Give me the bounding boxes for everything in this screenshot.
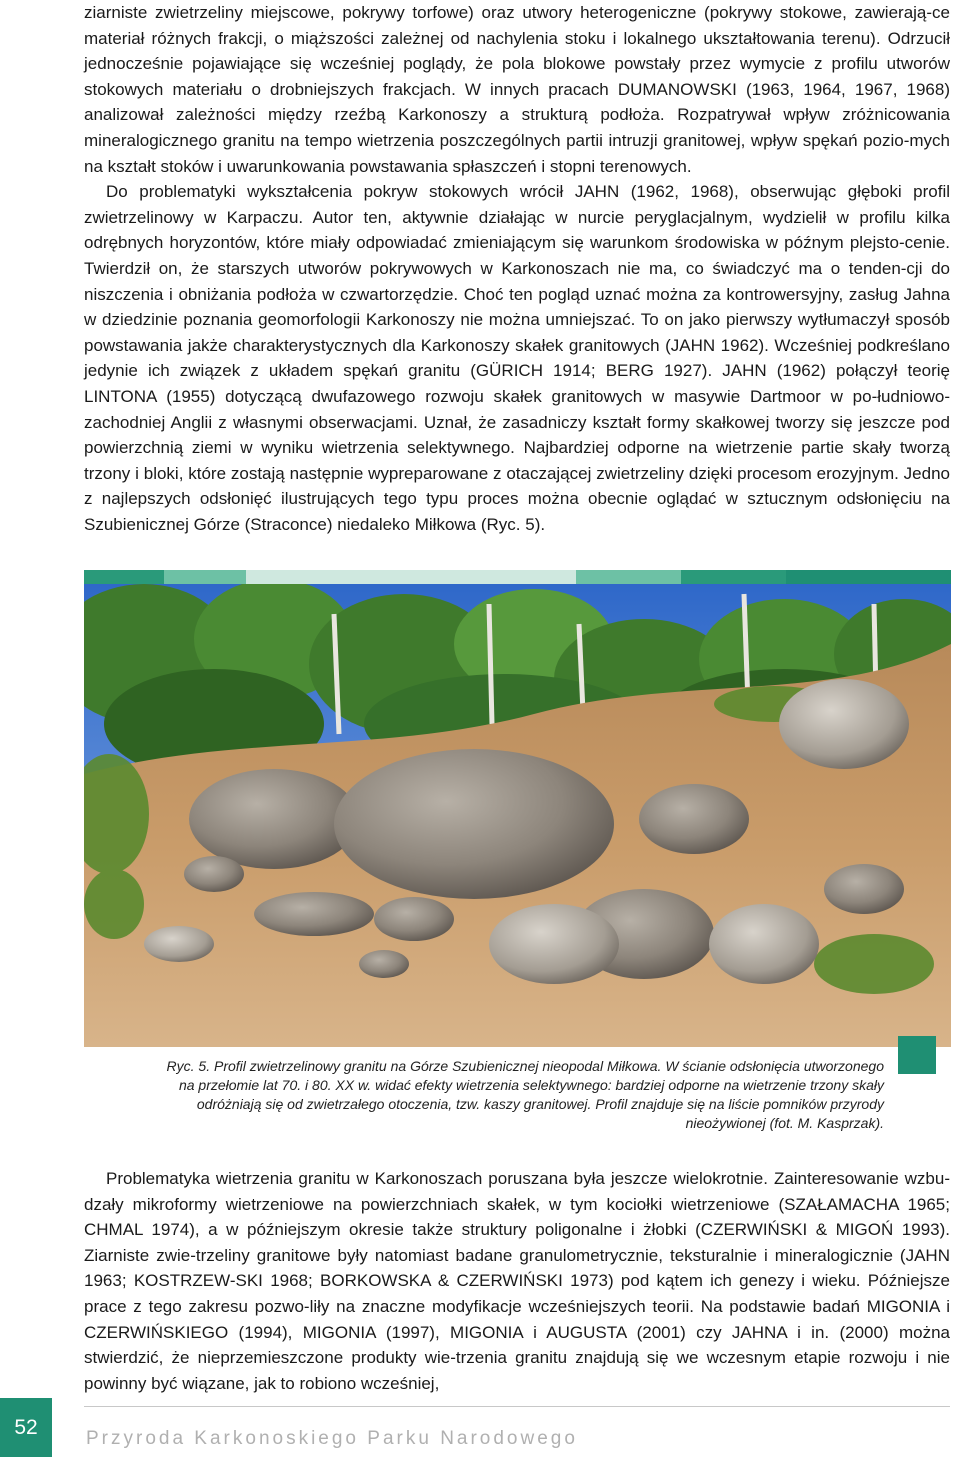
article-text-top xyxy=(84,0,950,537)
page-number: 52 xyxy=(0,1398,52,1457)
figure-photo xyxy=(84,570,951,1047)
strip-segment xyxy=(164,570,246,584)
strip-segment xyxy=(681,570,786,584)
paragraph: Problematyka wietrzenia granitu w Karkonoszach poruszana była jeszcze wielokrotnie. Zainteresowanie wzbu-dzały mikroformy wietrzeniowe na powierzchniach skałek, w tym kociołki wietrzeniowe (SZAŁAMACHA 1965; CHMAL 1974), a w późniejszym okresie także struktury poligonalne i żłobki (CZERWIŃSKI & MIGOŃ 1993). Ziarniste zwie-trzeliny granitowe były natomiast badane granulometrycznie, teksturalnie i mineralogicznie (JAHN 1963; KOSTRZEW-SKI 1968; BORKOWSKA & CZERWIŃSKI 1973) pod kątem ich genezy i wieku. Późniejsze prace z tego zakresu pozwo-liły na znaczne modyfikacje wcześniejszych teorii. Na podstawie badań MIGONIA i CZERWIŃSKIEGO (1994), MIGONIA (1997), MIGONIA i AUGUSTA (2001) czy JAHNA i in. (2000) można stwierdzić, że nieprzemieszczone produkty wie-trzenia granitu znajdują się we wczesnym etapie rozwoju i nie powinny być wiązane, jak to robiono wcześniej, xyxy=(84,1169,950,1393)
photo-color-strip xyxy=(84,570,951,584)
footer-divider xyxy=(84,1406,950,1407)
caption-marker xyxy=(898,1036,936,1074)
article-text-bottom xyxy=(84,1166,950,1396)
strip-segment xyxy=(786,570,951,584)
paragraph: Do problematyki wykształcenia pokryw stokowych wrócił JAHN (1962, 1968), obserwując głęboki profil zwietrzelinowy w Karpaczu. Autor ten, aktywnie działając w nurcie peryglacjalnym, wydzielił w profilu kilka odrębnych horyzontów, które miały odpowiadać zmieniającym się warunkom środowiska w późnym plejsto-cenie. Twierdził on, że starszych utworów pokrywowych w Karkonoszach nie ma, co świadczyć ma o tenden-cji do niszczenia i obniżania podłoża w czwartorzędzie. Choć ten pogląd uznać można za kontrowersyjny, zasług Jahna w dziedzinie poznania geomorfologii Karkonoszy nie można umniejszać. To on jako pierwszy wytłumaczył sposób powstawania jakże charakterystycznych dla Karkonoszy skałek granitowych (JAHN 1962). Wcześniej podkreślano jedynie ich związek z układem spękań granitu (GÜRICH 1914; BERG 1927). JAHN (1962) połączył teorię LINTONA (1955) dotyczącą dwufazowego rozwoju skałek granitowych w masywie Dartmoor w po-łudniowo-zachodniej Anglii z własnymi obserwacjami. Uznał, że zasadniczy kształt formy skałkowej tworzy się jeszcze pod powierzchnią ziemi w wyniku wietrzenia selektywnego. Najbardziej odporne na wietrzenie partie skały tworzą trzony i bloki, które zostają następnie wypreparowane z otaczającej zwietrzeliny dzięki procesom erozyjnym. Jedno z najlepszych odsłonięć ilustrujących tego typu proces można obecnie oglądać w sztucznym odsłonięciu na Szubienicznej Górze (Straconce) niedaleko Miłkowa (Ryc. 5). xyxy=(84,182,950,534)
publication-title: Przyroda Karkonoskiego Parku Narodowego xyxy=(86,1428,578,1449)
strip-segment xyxy=(84,570,164,584)
granite-weathering-photo xyxy=(84,584,951,1047)
strip-segment xyxy=(576,570,681,584)
strip-segment xyxy=(246,570,576,584)
paragraph: ziarniste zwietrzeliny miejscowe, pokrywy torfowe) oraz utwory heterogeniczne (pokrywy stokowe, zawierają-ce materiał różnych frakcji, o miąższości zależnej od nachylenia stoku i lokalnego ukształtowania terenu). Odrzucił jednocześnie pojawiające się wcześniej poglądy, że pola blokowe powstały przez wymycie z profilu utworów stokowych materiału o drobniejszych frakcjach. W innych pracach DUMANOWSKI (1963, 1964, 1967, 1968) analizował zależności między rzeźbą Karkonoszy a strukturą podłoża. Rozpatrywał wpływ zróżnicowania mineralogicznego granitu na tempo wietrzenia poszczególnych partii intruzji granitowej, wpływ spękań pozio-mych na kształt stoków i uwarunkowania powstawania spłaszczeń i stopni terenowych. xyxy=(84,3,950,176)
figure-caption: Ryc. 5. Profil zwietrzelinowy granitu na Górze Szubienicznej nieopodal Miłkowa. W ścianie odsłonięcia utworzonego na przełomie lat 70. i 80. XX w. widać efekty wietrzenia selektywnego: bardziej odporne na wietrzenie trzony skały odróżniają się od zwietrzałego otoczenia, tzw. kaszy granitowej. Profil znajduje się na liście pomników przyrody nieożywionej (fot. M. Kasprzak). xyxy=(166,1058,884,1131)
